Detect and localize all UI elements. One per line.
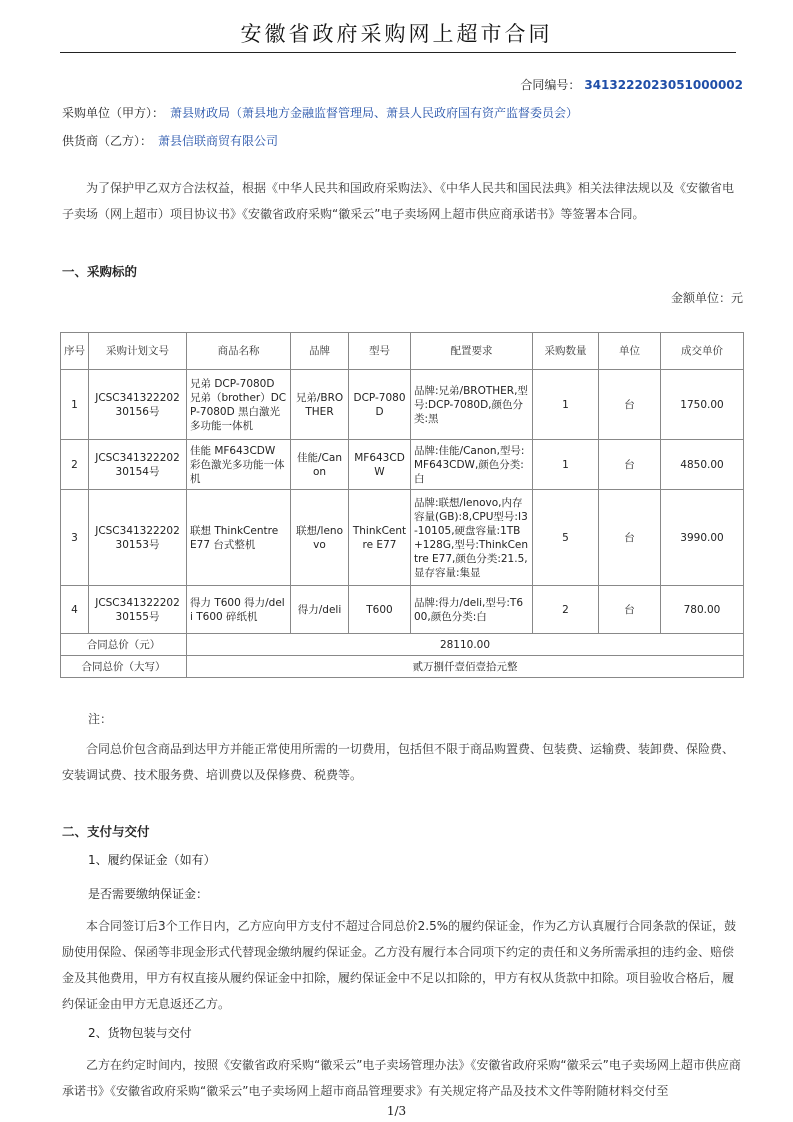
deposit-question: 是否需要缴纳保证金： [88,887,209,901]
buyer-value: 萧县财政局（萧县地方金融监督管理局、萧县人民政府国有资产监督委员会） [170,106,579,120]
col-header: 品牌 [291,333,349,370]
col-header: 成交单价 [661,333,744,370]
product-name: 兄弟 DCP-7080D 兄弟（brother）DCP-7080D 黑白激光多功能一体机 [187,370,291,440]
subsection-delivery: 2、货物包装与交付 [88,1026,192,1040]
price: 3990.00 [661,490,744,586]
unit: 台 [599,490,661,586]
col-header: 单位 [599,333,661,370]
section-heading-2: 二、支付与交付 [62,824,150,839]
model: T600 [349,586,411,634]
config: 品牌:联想/lenovo,内存容量(GB):8,CPU型号:I3-10105,硬盘容量:1TB+128G,型号:ThinkCentre E77,颜色分类:21.5,显存容量:集显 [411,490,533,586]
brand: 兄弟/BROTHER [291,370,349,440]
table-row [61,440,744,490]
config: 品牌:佳能/Canon,型号:MF643CDW,颜色分类:白 [411,440,533,490]
product-name: 得力 T600 得力/deli T600 碎纸机 [187,586,291,634]
price: 780.00 [661,586,744,634]
price: 1750.00 [661,370,744,440]
col-header: 采购数量 [533,333,599,370]
title-divider [60,52,736,53]
total-cn-value: 贰万捌仟壹佰壹拾元整 [187,656,744,678]
table-header-row [61,333,744,370]
col-header: 型号 [349,333,411,370]
deposit-paragraph: 本合同签订后3个工作日内，乙方应向甲方支付不超过合同总价2.5%的履约保证金，作为乙方认真履行合同条款的保证，鼓励使用保险、保函等非现金形式代替现金缴纳履约保证金。乙方没有履行本合同项下约定的责任和义务所需承担的违约金、赔偿金及其他费用，甲方有权直接从履约保证金中扣除，履约保证金中不足以扣除的，甲方有权从货款中扣除。项目验收合格后，履约保证金由甲方无息返还乙方。 [62,919,737,1011]
quantity: 2 [533,586,599,634]
price: 4850.00 [661,440,744,490]
table-row [61,490,744,586]
supplier-label: 供货商（乙方）： [62,134,153,148]
plan-number: JCSC34132220230155号 [89,586,187,634]
brand: 佳能/Canon [291,440,349,490]
unit: 台 [599,586,661,634]
product-name: 联想 ThinkCentre E77 台式整机 [187,490,291,586]
plan-number: JCSC34132220230156号 [89,370,187,440]
col-header: 配置要求 [411,333,533,370]
contract-title: 安徽省政府采购网上超市合同 [240,22,553,46]
amount-unit: 金额单位：元 [670,291,743,305]
config: 品牌:得力/deli,型号:T600,颜色分类:白 [411,586,533,634]
quantity: 5 [533,490,599,586]
unit: 台 [599,440,661,490]
total-value: 28110.00 [187,634,744,656]
model: ThinkCentre E77 [349,490,411,586]
supplier-value: 萧县信联商贸有限公司 [158,134,279,148]
buyer-line [62,104,578,121]
row-number: 1 [61,370,89,440]
config: 品牌:兄弟/BROTHER,型号:DCP-7080D,颜色分类:黑 [411,370,533,440]
plan-number: JCSC34132220230153号 [89,490,187,586]
row-number: 4 [61,586,89,634]
total-label: 合同总价（元） [61,634,187,656]
quantity: 1 [533,440,599,490]
supplier-line [62,132,278,149]
contract-number-value: 3413222023051000002 [584,78,743,92]
page-number: 1/3 [386,1104,407,1118]
contract-number [520,76,743,93]
total-row [61,634,744,656]
note-paragraph: 合同总价包含商品到达甲方并能正常使用所需的一切费用，包括但不限于商品购置费、包装费、运输费、装卸费、保险费、安装调试费、技术服务费、培训费以及保修费、税费等。 [62,742,735,782]
col-header: 序号 [61,333,89,370]
section-heading-1: 一、采购标的 [62,264,138,279]
model: MF643CDW [349,440,411,490]
subsection-deposit: 1、履约保证金（如有） [88,853,216,867]
unit: 台 [599,370,661,440]
total-cn-row [61,656,744,678]
brand: 联想/lenovo [291,490,349,586]
brand: 得力/deli [291,586,349,634]
quantity: 1 [533,370,599,440]
intro-paragraph: 为了保护甲乙双方合法权益，根据《中华人民共和国政府采购法》、《中华人民共和国民法典》相关法律法规以及《安徽省电子卖场（网上超市）项目协议书》《安徽省政府采购“徽采云”电子卖场网上超市供应商承诺书》等签署本合同。 [62,181,735,221]
total-cn-label: 合同总价（大写） [61,656,187,678]
table-row [61,370,744,440]
delivery-paragraph: 乙方在约定时间内，按照《安徽省政府采购“徽采云”电子卖场管理办法》《安徽省政府采购“徽采云”电子卖场网上超市供应商承诺书》《安徽省政府采购“徽采云”电子卖场网上超市商品管理要求》有关规定将产品及技术文件等附随材料交付至 [62,1058,741,1098]
table-row [61,586,744,634]
procurement-table [60,332,744,678]
col-header: 采购计划文号 [89,333,187,370]
product-name: 佳能 MF643CDW 彩色激光多功能一体机 [187,440,291,490]
col-header: 商品名称 [187,333,291,370]
row-number: 2 [61,440,89,490]
row-number: 3 [61,490,89,586]
plan-number: JCSC34132220230154号 [89,440,187,490]
buyer-label: 采购单位（甲方）： [62,106,165,120]
note-label: 注： [88,712,113,726]
contract-number-label: 合同编号： [520,78,581,92]
model: DCP-7080D [349,370,411,440]
